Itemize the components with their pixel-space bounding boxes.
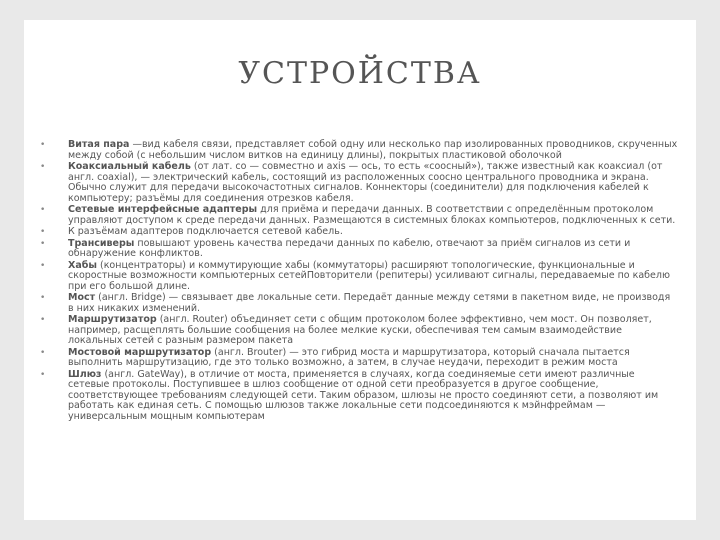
list-item	[38, 140, 678, 161]
item-term: Мост	[68, 292, 96, 303]
slide	[24, 20, 696, 520]
item-description: (англ. Bridge) — связывает две локальные сети. Передаёт данные между сетями в пакетном виде, не производя в них никаких изменений.	[68, 292, 671, 314]
item-term: Хабы	[68, 259, 97, 271]
item-description: —вид кабеля связи, представляет собой одну или несколько пар изолированных проводников, скрученных между собой (с небольшим числом витков на единицу длины), покрытых пластиковой оболочкой	[68, 139, 678, 161]
item-term: Сетевые интерфейсные адаптеры	[68, 204, 258, 215]
bullet-icon: •	[40, 140, 46, 150]
item-description: (от лат. co — совместно и axis — ось, то есть «соосный»), также известный как коаксиал (от англ. coaxial), — электрический кабель, состоящий из расположенных соосно центрального проводника и экрана. Обычно служит для передачи высокочастотных сигналов. Коннекторы (соединители) для подключения кабелей к компьютеру; разъёмы для соединения отрезков кабеля.	[68, 161, 663, 204]
list-item	[38, 293, 678, 314]
list-item	[38, 239, 678, 260]
bullet-icon: •	[40, 162, 46, 172]
item-term: Шлюз	[68, 368, 102, 380]
list-item	[38, 315, 678, 347]
bullet-icon: •	[40, 293, 46, 303]
bullet-icon: •	[40, 347, 46, 358]
bullet-icon: •	[40, 260, 46, 271]
list-item	[38, 348, 678, 369]
bullet-icon: •	[40, 315, 46, 325]
item-term: Маршрутизатор	[68, 314, 157, 325]
list-item	[38, 261, 678, 293]
list-item	[38, 162, 678, 204]
list-item	[38, 205, 678, 226]
item-term: Коаксиальный кабель	[68, 161, 191, 172]
item-description: (англ. Brouter) — это гибрид моста и маршрутизатора, который сначала пытается выполнить маршрутизацию, где это только возможно, а затем, в случае неудачи, переходит в режим моста	[68, 346, 630, 368]
item-term: Витая пара	[68, 139, 130, 150]
bullet-icon: •	[40, 238, 46, 249]
item-description: К разъёмам адаптеров подключается сетевой кабель.	[68, 226, 343, 237]
item-description: (англ. Router) объединяет сети с общим протоколом более эффективно, чем мост. Он позволяет, например, расщеплять большие сообщения на более мелкие куски, обеспечивая тем самым взаимодействие локальных сетей с разным размером пакета	[68, 314, 652, 346]
item-description: (англ. GateWay), в отличие от моста, применяется в случаях, когда соединяемые сети имеют различные сетевые протоколы. Поступившее в шлюз сообщение от одной сети преобразуется в другое сообщение, соответствующее требованиям следующей сети. Таким образом, шлюзы не просто соединяют сети, а позволяют им работать как единая сеть. С помощью шлюзов также локальные сети подсоединяются к мэйнфреймам — универсальным мощным компьютерам	[68, 368, 659, 422]
list-item	[38, 370, 678, 423]
list-item	[38, 227, 678, 238]
bullet-icon: •	[40, 227, 46, 237]
bullet-icon: •	[40, 205, 46, 215]
page-title: УСТРОЙСТВА	[238, 56, 482, 91]
item-description: (концентраторы) и коммутирующие хабы (коммутаторы) расширяют топологические, функциональные и скоростные возможности компьютерных сетейПовторители (репитеры) усиливают сигналы, передаваемые по кабелю при его большой длине.	[68, 259, 670, 292]
item-description: для приёма и передачи данных. В соответствии с определённым протоколом управляют доступом к среде передачи данных. Размещаются в системных блоках компьютеров, подключенных к сети.	[68, 204, 676, 226]
item-description: повышают уровень качества передачи данных по кабелю, отвечают за приём сигналов из сети и обнаружение конфликтов.	[68, 237, 631, 259]
bullet-icon: •	[40, 369, 46, 380]
item-term: Мостовой маршрутизатор	[68, 346, 212, 358]
device-list	[38, 140, 678, 423]
item-term: Трансиверы	[68, 237, 135, 249]
